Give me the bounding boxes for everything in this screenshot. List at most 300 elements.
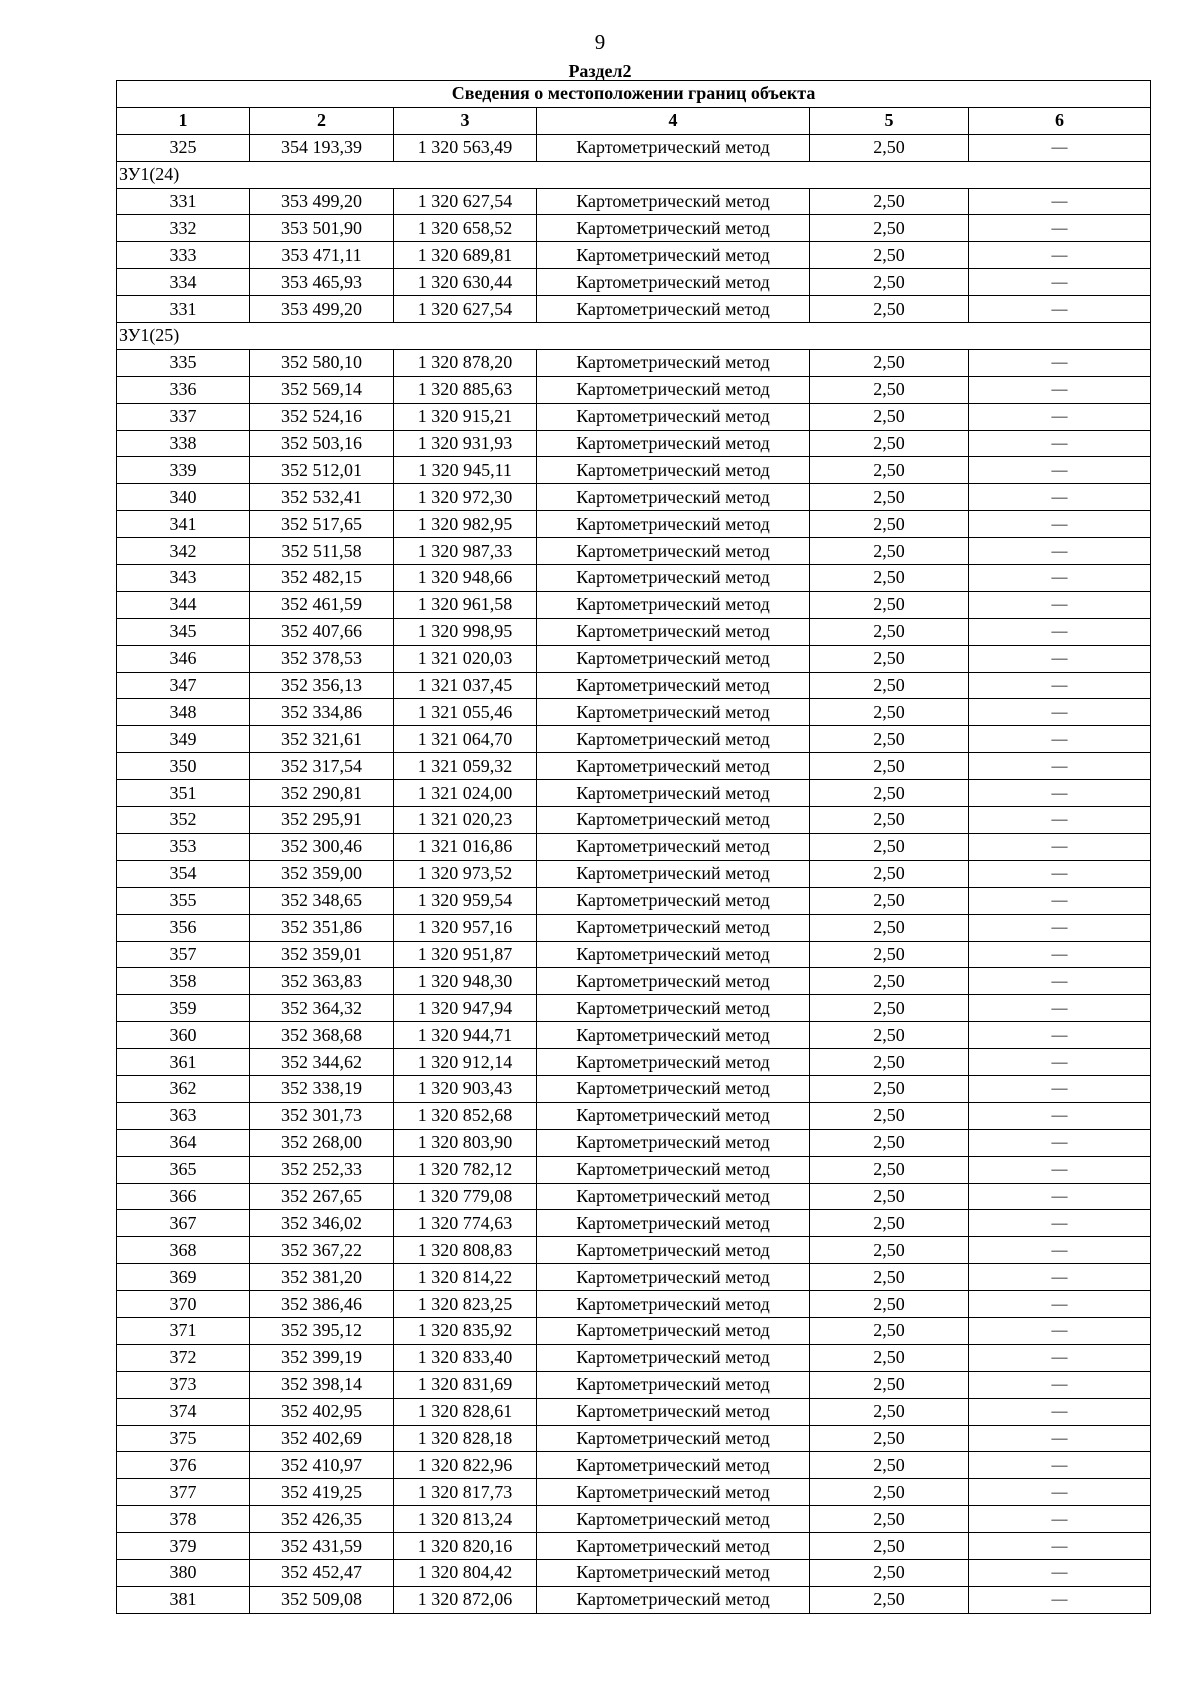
y-coordinate-cell: 1 320 822,96 (394, 1452, 537, 1479)
table-row (117, 1559, 1151, 1586)
x-coordinate-cell: 352 295,91 (250, 807, 394, 834)
point-number-cell: 340 (117, 484, 250, 511)
y-coordinate-cell: 1 320 872,06 (394, 1586, 537, 1613)
x-coordinate-cell: 352 419,25 (250, 1479, 394, 1506)
y-coordinate-cell: 1 320 973,52 (394, 860, 537, 887)
table-body (117, 81, 1151, 1614)
point-number-cell: 325 (117, 134, 250, 161)
table-row (117, 968, 1151, 995)
x-coordinate-cell: 353 465,93 (250, 269, 394, 296)
point-number-cell: 337 (117, 403, 250, 430)
y-coordinate-cell: 1 320 814,22 (394, 1264, 537, 1291)
x-coordinate-cell: 352 482,15 (250, 565, 394, 592)
table-row (117, 1371, 1151, 1398)
y-coordinate-cell: 1 321 020,03 (394, 645, 537, 672)
x-coordinate-cell: 352 569,14 (250, 376, 394, 403)
x-coordinate-cell: 352 268,00 (250, 1129, 394, 1156)
x-coordinate-cell: 352 321,61 (250, 726, 394, 753)
method-cell: Картометрический метод (537, 591, 810, 618)
y-coordinate-cell: 1 320 658,52 (394, 215, 537, 242)
point-number-cell: 360 (117, 1022, 250, 1049)
y-coordinate-cell: 1 321 020,23 (394, 807, 537, 834)
table-row (117, 1506, 1151, 1533)
point-number-cell: 353 (117, 833, 250, 860)
description-cell: — (969, 1102, 1151, 1129)
point-number-cell: 336 (117, 376, 250, 403)
table-row (117, 403, 1151, 430)
y-coordinate-cell: 1 321 055,46 (394, 699, 537, 726)
description-cell: — (969, 780, 1151, 807)
accuracy-cell: 2,50 (810, 807, 969, 834)
y-coordinate-cell: 1 320 627,54 (394, 188, 537, 215)
point-number-cell: 366 (117, 1183, 250, 1210)
accuracy-cell: 2,50 (810, 1317, 969, 1344)
y-coordinate-cell: 1 320 878,20 (394, 349, 537, 376)
point-number-cell: 381 (117, 1586, 250, 1613)
method-cell: Картометрический метод (537, 1479, 810, 1506)
x-coordinate-cell: 352 356,13 (250, 672, 394, 699)
y-coordinate-cell: 1 320 563,49 (394, 134, 537, 161)
table-row (117, 376, 1151, 403)
accuracy-cell: 2,50 (810, 403, 969, 430)
accuracy-cell: 2,50 (810, 1183, 969, 1210)
y-coordinate-cell: 1 320 833,40 (394, 1344, 537, 1371)
description-cell: — (969, 860, 1151, 887)
y-coordinate-cell: 1 320 774,63 (394, 1210, 537, 1237)
description-cell: — (969, 1210, 1151, 1237)
y-coordinate-cell: 1 320 835,92 (394, 1317, 537, 1344)
point-number-cell: 369 (117, 1264, 250, 1291)
point-number-cell: 347 (117, 672, 250, 699)
y-coordinate-cell: 1 320 947,94 (394, 995, 537, 1022)
y-coordinate-cell: 1 321 037,45 (394, 672, 537, 699)
y-coordinate-cell: 1 320 820,16 (394, 1533, 537, 1560)
table-row (117, 430, 1151, 457)
description-cell: — (969, 1291, 1151, 1318)
accuracy-cell: 2,50 (810, 618, 969, 645)
description-cell: — (969, 1183, 1151, 1210)
description-cell: — (969, 726, 1151, 753)
point-number-cell: 345 (117, 618, 250, 645)
x-coordinate-cell: 352 338,19 (250, 1075, 394, 1102)
accuracy-cell: 2,50 (810, 1479, 969, 1506)
x-coordinate-cell: 352 359,01 (250, 941, 394, 968)
table-row (117, 860, 1151, 887)
point-number-cell: 370 (117, 1291, 250, 1318)
method-cell: Картометрический метод (537, 860, 810, 887)
table-row (117, 1291, 1151, 1318)
description-cell: — (969, 1452, 1151, 1479)
table-row (117, 1317, 1151, 1344)
description-cell: — (969, 1075, 1151, 1102)
accuracy-cell: 2,50 (810, 1291, 969, 1318)
y-coordinate-cell: 1 320 804,42 (394, 1559, 537, 1586)
method-cell: Картометрический метод (537, 1344, 810, 1371)
y-coordinate-cell: 1 320 944,71 (394, 1022, 537, 1049)
accuracy-cell: 2,50 (810, 484, 969, 511)
accuracy-cell: 2,50 (810, 269, 969, 296)
description-cell: — (969, 349, 1151, 376)
accuracy-cell: 2,50 (810, 941, 969, 968)
accuracy-cell: 2,50 (810, 1129, 969, 1156)
description-cell: — (969, 1586, 1151, 1613)
table-row (117, 565, 1151, 592)
table-row (117, 833, 1151, 860)
description-cell: — (969, 995, 1151, 1022)
method-cell: Картометрический метод (537, 618, 810, 645)
point-number-cell: 375 (117, 1425, 250, 1452)
method-cell: Картометрический метод (537, 1506, 810, 1533)
y-coordinate-cell: 1 320 987,33 (394, 538, 537, 565)
description-cell: — (969, 807, 1151, 834)
point-number-cell: 355 (117, 887, 250, 914)
table-row (117, 645, 1151, 672)
accuracy-cell: 2,50 (810, 1210, 969, 1237)
description-cell: — (969, 1129, 1151, 1156)
table-row (117, 887, 1151, 914)
y-coordinate-cell: 1 320 961,58 (394, 591, 537, 618)
description-cell: — (969, 134, 1151, 161)
accuracy-cell: 2,50 (810, 914, 969, 941)
y-coordinate-cell: 1 320 828,61 (394, 1398, 537, 1425)
point-number-cell: 376 (117, 1452, 250, 1479)
method-cell: Картометрический метод (537, 699, 810, 726)
y-coordinate-cell: 1 320 823,25 (394, 1291, 537, 1318)
description-cell: — (969, 457, 1151, 484)
x-coordinate-cell: 352 395,12 (250, 1317, 394, 1344)
table-row (117, 1210, 1151, 1237)
accuracy-cell: 2,50 (810, 1506, 969, 1533)
description-cell: — (969, 1264, 1151, 1291)
y-coordinate-cell: 1 320 931,93 (394, 430, 537, 457)
y-coordinate-cell: 1 320 817,73 (394, 1479, 537, 1506)
table-row (117, 1049, 1151, 1076)
y-coordinate-cell: 1 320 630,44 (394, 269, 537, 296)
x-coordinate-cell: 352 503,16 (250, 430, 394, 457)
table-row (117, 726, 1151, 753)
y-coordinate-cell: 1 320 948,30 (394, 968, 537, 995)
accuracy-cell: 2,50 (810, 457, 969, 484)
table-row (117, 269, 1151, 296)
method-cell: Картометрический метод (537, 1452, 810, 1479)
method-cell: Картометрический метод (537, 403, 810, 430)
description-cell: — (969, 1479, 1151, 1506)
x-coordinate-cell: 352 431,59 (250, 1533, 394, 1560)
x-coordinate-cell: 352 334,86 (250, 699, 394, 726)
table-row (117, 188, 1151, 215)
column-header: 4 (537, 107, 810, 134)
method-cell: Картометрический метод (537, 672, 810, 699)
point-number-cell: 331 (117, 296, 250, 323)
accuracy-cell: 2,50 (810, 538, 969, 565)
x-coordinate-cell: 352 517,65 (250, 511, 394, 538)
method-cell: Картометрический метод (537, 753, 810, 780)
column-header: 1 (117, 107, 250, 134)
method-cell: Картометрический метод (537, 1075, 810, 1102)
point-number-cell: 351 (117, 780, 250, 807)
point-number-cell: 352 (117, 807, 250, 834)
x-coordinate-cell: 352 532,41 (250, 484, 394, 511)
y-coordinate-cell: 1 320 803,90 (394, 1129, 537, 1156)
point-number-cell: 335 (117, 349, 250, 376)
description-cell: — (969, 376, 1151, 403)
y-coordinate-cell: 1 321 024,00 (394, 780, 537, 807)
y-coordinate-cell: 1 320 948,66 (394, 565, 537, 592)
table-row (117, 618, 1151, 645)
x-coordinate-cell: 352 300,46 (250, 833, 394, 860)
method-cell: Картометрический метод (537, 1237, 810, 1264)
point-number-cell: 356 (117, 914, 250, 941)
table-row (117, 215, 1151, 242)
table-header-row (117, 107, 1151, 134)
x-coordinate-cell: 352 407,66 (250, 618, 394, 645)
method-cell: Картометрический метод (537, 1129, 810, 1156)
y-coordinate-cell: 1 320 852,68 (394, 1102, 537, 1129)
method-cell: Картометрический метод (537, 833, 810, 860)
x-coordinate-cell: 352 398,14 (250, 1371, 394, 1398)
table-row (117, 1586, 1151, 1613)
y-coordinate-cell: 1 320 998,95 (394, 618, 537, 645)
accuracy-cell: 2,50 (810, 995, 969, 1022)
description-cell: — (969, 269, 1151, 296)
y-coordinate-cell: 1 320 903,43 (394, 1075, 537, 1102)
description-cell: — (969, 887, 1151, 914)
table-row (117, 1075, 1151, 1102)
description-cell: — (969, 403, 1151, 430)
group-row (117, 323, 1151, 350)
point-number-cell: 349 (117, 726, 250, 753)
accuracy-cell: 2,50 (810, 1371, 969, 1398)
y-coordinate-cell: 1 320 828,18 (394, 1425, 537, 1452)
accuracy-cell: 2,50 (810, 376, 969, 403)
point-number-cell: 372 (117, 1344, 250, 1371)
accuracy-cell: 2,50 (810, 645, 969, 672)
x-coordinate-cell: 352 348,65 (250, 887, 394, 914)
table-row (117, 1479, 1151, 1506)
accuracy-cell: 2,50 (810, 1398, 969, 1425)
accuracy-cell: 2,50 (810, 1264, 969, 1291)
accuracy-cell: 2,50 (810, 591, 969, 618)
x-coordinate-cell: 352 346,02 (250, 1210, 394, 1237)
method-cell: Картометрический метод (537, 807, 810, 834)
description-cell: — (969, 591, 1151, 618)
accuracy-cell: 2,50 (810, 215, 969, 242)
x-coordinate-cell: 353 501,90 (250, 215, 394, 242)
description-cell: — (969, 1559, 1151, 1586)
point-number-cell: 359 (117, 995, 250, 1022)
description-cell: — (969, 242, 1151, 269)
description-cell: — (969, 1533, 1151, 1560)
point-number-cell: 362 (117, 1075, 250, 1102)
point-number-cell: 333 (117, 242, 250, 269)
description-cell: — (969, 618, 1151, 645)
table-row (117, 995, 1151, 1022)
accuracy-cell: 2,50 (810, 1533, 969, 1560)
table-caption: Сведения о местоположении границ объекта (117, 81, 1151, 108)
description-cell: — (969, 430, 1151, 457)
method-cell: Картометрический метод (537, 269, 810, 296)
y-coordinate-cell: 1 321 064,70 (394, 726, 537, 753)
method-cell: Картометрический метод (537, 968, 810, 995)
method-cell: Картометрический метод (537, 1102, 810, 1129)
table-row (117, 1156, 1151, 1183)
y-coordinate-cell: 1 320 689,81 (394, 242, 537, 269)
x-coordinate-cell: 353 499,20 (250, 296, 394, 323)
table-row (117, 457, 1151, 484)
column-header: 2 (250, 107, 394, 134)
method-cell: Картометрический метод (537, 242, 810, 269)
point-number-cell: 380 (117, 1559, 250, 1586)
point-number-cell: 342 (117, 538, 250, 565)
x-coordinate-cell: 352 580,10 (250, 349, 394, 376)
point-number-cell: 363 (117, 1102, 250, 1129)
method-cell: Картометрический метод (537, 1586, 810, 1613)
point-number-cell: 332 (117, 215, 250, 242)
point-number-cell: 371 (117, 1317, 250, 1344)
x-coordinate-cell: 352 359,00 (250, 860, 394, 887)
y-coordinate-cell: 1 320 912,14 (394, 1049, 537, 1076)
accuracy-cell: 2,50 (810, 833, 969, 860)
group-row (117, 161, 1151, 188)
description-cell: — (969, 1344, 1151, 1371)
x-coordinate-cell: 354 193,39 (250, 134, 394, 161)
description-cell: — (969, 1049, 1151, 1076)
description-cell: — (969, 914, 1151, 941)
y-coordinate-cell: 1 320 782,12 (394, 1156, 537, 1183)
x-coordinate-cell: 352 426,35 (250, 1506, 394, 1533)
accuracy-cell: 2,50 (810, 1237, 969, 1264)
point-number-cell: 374 (117, 1398, 250, 1425)
y-coordinate-cell: 1 320 813,24 (394, 1506, 537, 1533)
x-coordinate-cell: 353 499,20 (250, 188, 394, 215)
accuracy-cell: 2,50 (810, 753, 969, 780)
description-cell: — (969, 565, 1151, 592)
table-row (117, 941, 1151, 968)
accuracy-cell: 2,50 (810, 699, 969, 726)
accuracy-cell: 2,50 (810, 1344, 969, 1371)
y-coordinate-cell: 1 320 808,83 (394, 1237, 537, 1264)
y-coordinate-cell: 1 320 779,08 (394, 1183, 537, 1210)
method-cell: Картометрический метод (537, 296, 810, 323)
y-coordinate-cell: 1 321 059,32 (394, 753, 537, 780)
method-cell: Картометрический метод (537, 215, 810, 242)
point-number-cell: 358 (117, 968, 250, 995)
table-row (117, 242, 1151, 269)
description-cell: — (969, 672, 1151, 699)
table-row (117, 1102, 1151, 1129)
table-row (117, 1425, 1151, 1452)
x-coordinate-cell: 352 410,97 (250, 1452, 394, 1479)
y-coordinate-cell: 1 320 951,87 (394, 941, 537, 968)
point-number-cell: 368 (117, 1237, 250, 1264)
method-cell: Картометрический метод (537, 484, 810, 511)
y-coordinate-cell: 1 321 016,86 (394, 833, 537, 860)
method-cell: Картометрический метод (537, 780, 810, 807)
point-number-cell: 344 (117, 591, 250, 618)
boundary-coordinates-table (116, 80, 1151, 1614)
point-number-cell: 331 (117, 188, 250, 215)
description-cell: — (969, 1371, 1151, 1398)
method-cell: Картометрический метод (537, 1022, 810, 1049)
method-cell: Картометрический метод (537, 645, 810, 672)
x-coordinate-cell: 352 461,59 (250, 591, 394, 618)
accuracy-cell: 2,50 (810, 188, 969, 215)
y-coordinate-cell: 1 320 982,95 (394, 511, 537, 538)
point-number-cell: 348 (117, 699, 250, 726)
description-cell: — (969, 753, 1151, 780)
x-coordinate-cell: 352 367,22 (250, 1237, 394, 1264)
page-number: 9 (594, 30, 606, 54)
point-number-cell: 378 (117, 1506, 250, 1533)
y-coordinate-cell: 1 320 627,54 (394, 296, 537, 323)
description-cell: — (969, 296, 1151, 323)
accuracy-cell: 2,50 (810, 1559, 969, 1586)
description-cell: — (969, 511, 1151, 538)
description-cell: — (969, 484, 1151, 511)
description-cell: — (969, 1398, 1151, 1425)
point-number-cell: 339 (117, 457, 250, 484)
table-row (117, 511, 1151, 538)
x-coordinate-cell: 352 386,46 (250, 1291, 394, 1318)
description-cell: — (969, 833, 1151, 860)
point-number-cell: 338 (117, 430, 250, 457)
accuracy-cell: 2,50 (810, 134, 969, 161)
x-coordinate-cell: 352 252,33 (250, 1156, 394, 1183)
method-cell: Картометрический метод (537, 134, 810, 161)
method-cell: Картометрический метод (537, 1291, 810, 1318)
point-number-cell: 361 (117, 1049, 250, 1076)
method-cell: Картометрический метод (537, 1183, 810, 1210)
method-cell: Картометрический метод (537, 995, 810, 1022)
table-row (117, 1129, 1151, 1156)
accuracy-cell: 2,50 (810, 968, 969, 995)
method-cell: Картометрический метод (537, 1317, 810, 1344)
description-cell: — (969, 538, 1151, 565)
accuracy-cell: 2,50 (810, 1156, 969, 1183)
y-coordinate-cell: 1 320 945,11 (394, 457, 537, 484)
x-coordinate-cell: 352 368,68 (250, 1022, 394, 1049)
section-label: Раздел2 (568, 61, 632, 81)
method-cell: Картометрический метод (537, 538, 810, 565)
x-coordinate-cell: 352 363,83 (250, 968, 394, 995)
x-coordinate-cell: 352 452,47 (250, 1559, 394, 1586)
x-coordinate-cell: 352 378,53 (250, 645, 394, 672)
method-cell: Картометрический метод (537, 1156, 810, 1183)
point-number-cell: 373 (117, 1371, 250, 1398)
y-coordinate-cell: 1 320 831,69 (394, 1371, 537, 1398)
y-coordinate-cell: 1 320 957,16 (394, 914, 537, 941)
y-coordinate-cell: 1 320 915,21 (394, 403, 537, 430)
x-coordinate-cell: 352 364,32 (250, 995, 394, 1022)
x-coordinate-cell: 352 511,58 (250, 538, 394, 565)
method-cell: Картометрический метод (537, 1264, 810, 1291)
x-coordinate-cell: 352 344,62 (250, 1049, 394, 1076)
point-number-cell: 377 (117, 1479, 250, 1506)
table-row (117, 914, 1151, 941)
x-coordinate-cell: 352 290,81 (250, 780, 394, 807)
x-coordinate-cell: 352 402,69 (250, 1425, 394, 1452)
method-cell: Картометрический метод (537, 511, 810, 538)
accuracy-cell: 2,50 (810, 860, 969, 887)
x-coordinate-cell: 352 512,01 (250, 457, 394, 484)
method-cell: Картометрический метод (537, 1398, 810, 1425)
method-cell: Картометрический метод (537, 941, 810, 968)
accuracy-cell: 2,50 (810, 565, 969, 592)
description-cell: — (969, 1156, 1151, 1183)
method-cell: Картометрический метод (537, 1533, 810, 1560)
accuracy-cell: 2,50 (810, 887, 969, 914)
method-cell: Картометрический метод (537, 726, 810, 753)
